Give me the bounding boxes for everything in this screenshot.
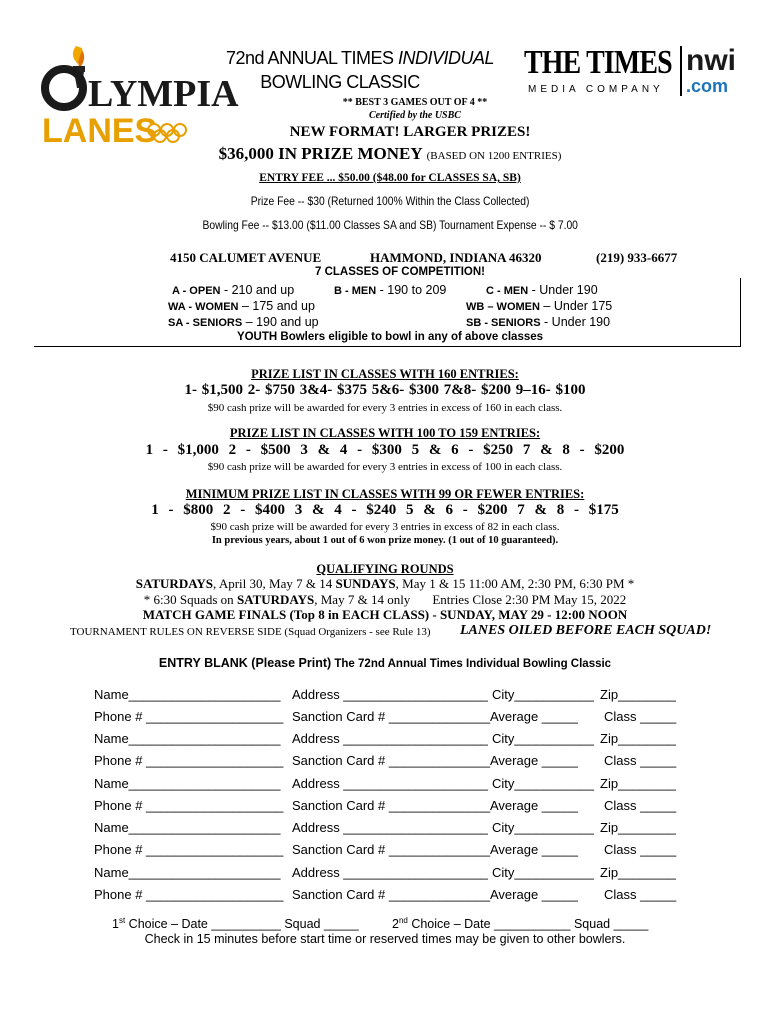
prize-160-list: 1- $1,500 2- $750 3&4- $375 5&6- $300 7&8- $200 9–16- $100 xyxy=(184,382,586,398)
class-a-code: A - OPEN xyxy=(172,285,221,297)
class-sa-text: – 190 and up xyxy=(242,315,319,329)
choice1-num: 1 xyxy=(112,917,119,932)
average-field[interactable]: Average _____ xyxy=(490,887,578,902)
phone-field[interactable]: Phone # ___________________ xyxy=(94,798,284,813)
title-a: 72nd ANNUAL TIMES xyxy=(225,48,399,68)
address-field[interactable]: Address ____________________ xyxy=(292,687,488,702)
squads-a: * 6:30 Squads on xyxy=(143,592,237,607)
com-text: .com xyxy=(686,76,729,96)
bowling-fee-text xyxy=(90,218,690,232)
bowling-fee-inner: Bowling Fee -- $13.00 ($11.00 Classes SA and SB) Tournament Expense -- $ 7.00 xyxy=(202,218,578,232)
previous-years-note: In previous years, about 1 out of 6 won prize money. (1 out of 10 guaranteed). xyxy=(211,535,559,546)
checkin-note: Check in 15 minutes before start time or reserved times may be given to other bowlers. xyxy=(144,932,626,946)
class-field[interactable]: Class _____ xyxy=(604,842,677,857)
new-format-text: NEW FORMAT! LARGER PRIZES! xyxy=(289,124,531,140)
title-b: INDIVIDUAL xyxy=(398,48,495,68)
class-b xyxy=(334,283,446,297)
class-sb xyxy=(466,315,610,329)
prize-160-heading: PRIZE LIST IN CLASSES WITH 160 ENTRIES: xyxy=(251,367,519,381)
name-field[interactable]: Name_____________________ xyxy=(94,865,281,880)
phone-field[interactable]: Phone # ___________________ xyxy=(94,842,284,857)
entry-title-a: ENTRY BLANK (Please Print) xyxy=(158,656,332,670)
city-field[interactable]: City___________ xyxy=(492,776,594,791)
prize-160-note: $90 cash prize will be awarded for every 3 entries in excess of 160 in each class. xyxy=(207,402,563,414)
classes-box-bottom xyxy=(34,346,740,347)
class-a-text: - 210 and up xyxy=(220,283,295,297)
sanction-field[interactable]: Sanction Card # ______________ xyxy=(292,709,491,724)
class-c xyxy=(486,283,598,297)
squads-c: , May 7 & 14 only xyxy=(314,592,411,607)
class-c-code: C - MEN xyxy=(486,285,529,297)
qualifying-heading: QUALIFYING ROUNDS xyxy=(316,562,454,576)
class-sb-text: - Under 190 xyxy=(540,315,611,329)
class-sb-code: SB - SENIORS xyxy=(466,317,541,329)
average-field[interactable]: Average _____ xyxy=(490,798,578,813)
class-wa-text: – 175 and up xyxy=(238,299,315,313)
average-field[interactable]: Average _____ xyxy=(490,842,578,857)
zip-field[interactable]: Zip________ xyxy=(600,687,676,702)
prize-99-heading: MINIMUM PRIZE LIST IN CLASSES WITH 99 OR FEWER ENTRIES: xyxy=(185,487,585,501)
class-field[interactable]: Class _____ xyxy=(604,709,677,724)
class-sa xyxy=(168,315,319,329)
prize-100-list: 1 - $1,000 2 - $500 3 & 4 - $300 5 & 6 - $250 7 & 8 - $200 xyxy=(145,442,625,458)
squads-b: SATURDAYS xyxy=(236,592,315,607)
city-field[interactable]: City___________ xyxy=(492,731,594,746)
city-address: HAMMOND, INDIANA 46320 xyxy=(370,250,542,265)
class-wa xyxy=(168,299,315,313)
class-c-text: - Under 190 xyxy=(528,283,598,297)
phone-field[interactable]: Phone # ___________________ xyxy=(94,887,284,902)
lanes-oiled-note: LANES OILED BEFORE EACH SQUAD! xyxy=(460,623,712,638)
name-field[interactable]: Name_____________________ xyxy=(94,820,281,835)
name-field[interactable]: Name_____________________ xyxy=(94,776,281,791)
street-address: 4150 CALUMET AVENUE xyxy=(170,250,322,265)
svg-text:LANES: LANES xyxy=(42,112,158,150)
zip-field[interactable]: Zip________ xyxy=(600,820,676,835)
average-field[interactable]: Average _____ xyxy=(490,709,578,724)
prize-fee-inner: Prize Fee -- $30 (Returned 100% Within the Class Collected) xyxy=(250,194,530,208)
class-wa-code: WA - WOMEN xyxy=(168,301,239,313)
name-field[interactable]: Name_____________________ xyxy=(94,731,281,746)
phone-number: (219) 933-6677 xyxy=(596,250,678,265)
prize-100-heading: PRIZE LIST IN CLASSES WITH 100 TO 159 ENTRIES: xyxy=(229,426,541,440)
entry-blank-title xyxy=(90,656,680,670)
certified-text: Certified by the USBC xyxy=(369,110,461,121)
prize-99-note: $90 cash prize will be awarded for every 3 entries in excess of 82 in each class. xyxy=(210,521,560,533)
choice2-sup: nd xyxy=(398,916,408,925)
class-field[interactable]: Class _____ xyxy=(604,798,677,813)
title-line-1 xyxy=(200,48,520,69)
sat-label: SATURDAYS xyxy=(135,576,214,591)
address-field[interactable]: Address ____________________ xyxy=(292,731,488,746)
sanction-field[interactable]: Sanction Card # ______________ xyxy=(292,798,491,813)
sanction-field[interactable]: Sanction Card # ______________ xyxy=(292,842,491,857)
choice2-text: Choice – Date ___________ Squad _____ xyxy=(407,917,649,932)
youth-note: YOUTH Bowlers eligible to bowl in any of above classes xyxy=(236,331,544,343)
name-field[interactable]: Name_____________________ xyxy=(94,687,281,702)
class-field[interactable]: Class _____ xyxy=(604,887,677,902)
zip-field[interactable]: Zip________ xyxy=(600,865,676,880)
nwi-text: nwi xyxy=(686,44,736,77)
finals-line: MATCH GAME FINALS (Top 8 in EACH CLASS) - SUNDAY, MAY 29 - 12:00 NOON xyxy=(142,607,628,622)
svg-text:LYMPIA: LYMPIA xyxy=(88,73,239,115)
prize-99-list: 1 - $800 2 - $400 3 & 4 - $240 5 & 6 - $200 7 & 8 - $175 xyxy=(151,502,619,518)
torch-icon xyxy=(36,44,239,156)
sun-label: SUNDAYS xyxy=(335,576,396,591)
city-field[interactable]: City___________ xyxy=(492,687,594,702)
entry-title-b: The 72nd Annual Times Individual Bowling Classic xyxy=(331,658,612,670)
sat-text: , April 30, May 7 & 14 xyxy=(213,576,336,591)
class-wb-code: WB – WOMEN xyxy=(466,301,540,313)
prize-money-text: $36,000 IN PRIZE MONEY xyxy=(218,144,423,163)
average-field[interactable]: Average _____ xyxy=(490,753,578,768)
phone-field[interactable]: Phone # ___________________ xyxy=(94,753,284,768)
sanction-field[interactable]: Sanction Card # ______________ xyxy=(292,887,491,902)
best3-text: ** BEST 3 GAMES OUT OF 4 ** xyxy=(342,97,488,108)
prize-money-line xyxy=(90,144,690,164)
class-a xyxy=(172,283,294,297)
classes-heading: 7 CLASSES OF COMPETITION! xyxy=(315,266,485,278)
sanction-field[interactable]: Sanction Card # ______________ xyxy=(292,753,491,768)
times-media-logo xyxy=(524,44,736,104)
entry-fee-text: ENTRY FEE ... $50.00 ($48.00 for CLASSES SA, SB) xyxy=(259,172,521,184)
title-line-2: BOWLING CLASSIC xyxy=(260,72,420,92)
times-sub-text: MEDIA COMPANY xyxy=(528,84,664,95)
class-b-code: B - MEN xyxy=(334,285,377,297)
logo-divider xyxy=(680,46,682,96)
class-field[interactable]: Class _____ xyxy=(604,753,677,768)
qualifying-days xyxy=(80,576,690,592)
zip-field[interactable]: Zip________ xyxy=(600,731,676,746)
entries-close: Entries Close 2:30 PM May 15, 2022 xyxy=(432,592,627,607)
times-main-text: THE TIMES xyxy=(524,44,672,81)
second-choice[interactable] xyxy=(392,916,648,931)
address-field[interactable]: Address ____________________ xyxy=(292,776,488,791)
address-field[interactable]: Address ____________________ xyxy=(292,820,488,835)
class-b-text: - 190 to 209 xyxy=(376,283,447,297)
address-field[interactable]: Address ____________________ xyxy=(292,865,488,880)
prize-100-note: $90 cash prize will be awarded for every 3 entries in excess of 100 in each class. xyxy=(207,461,563,473)
choice1-text: Choice – Date __________ Squad _____ xyxy=(125,917,359,932)
zip-field[interactable]: Zip________ xyxy=(600,776,676,791)
prize-fee-text xyxy=(90,194,690,208)
rules-note: TOURNAMENT RULES ON REVERSE SIDE (Squad Organizers - see Rule 13) xyxy=(70,626,431,638)
city-field[interactable]: City___________ xyxy=(492,820,594,835)
class-sa-code: SA - SENIORS xyxy=(168,317,243,329)
phone-field[interactable]: Phone # ___________________ xyxy=(94,709,284,724)
city-field[interactable]: City___________ xyxy=(492,865,594,880)
class-wb-text: – Under 175 xyxy=(539,299,613,313)
based-on-text: (BASED ON 1200 ENTRIES) xyxy=(426,150,562,162)
choice2-num: 2 xyxy=(392,917,399,932)
first-choice[interactable] xyxy=(112,916,359,931)
sun-text: , May 1 & 15 11:00 AM, 2:30 PM, 6:30 PM * xyxy=(395,576,635,591)
squads-line xyxy=(80,592,690,608)
olympia-lanes-logo xyxy=(36,44,239,156)
choice1-sup: st xyxy=(118,916,126,925)
class-wb xyxy=(466,299,612,313)
